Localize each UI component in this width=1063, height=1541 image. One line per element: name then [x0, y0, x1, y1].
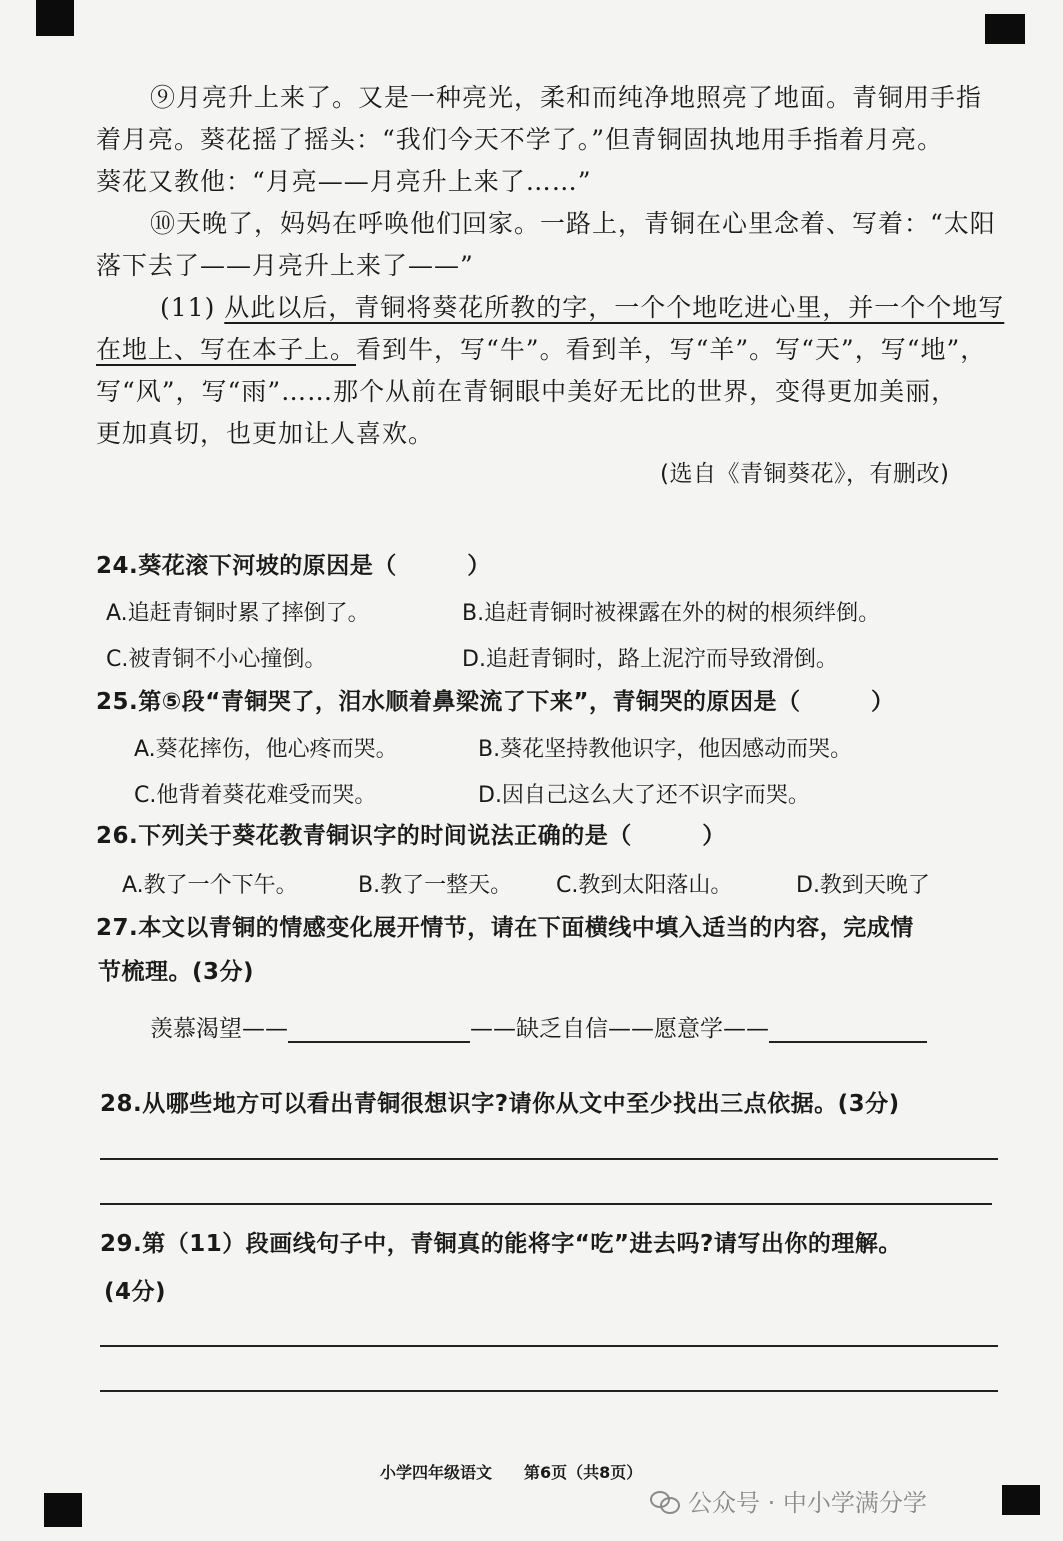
question-29-stem-line2: (4分)	[104, 1279, 167, 1305]
passage-p9-line2: 着月亮。葵花摇了摇头：“我们今天不学了。”但青铜固执地用手指着月亮。	[96, 125, 944, 154]
answer-blank-1[interactable]	[288, 1017, 470, 1043]
underlined-sentence-part1: 从此以后，青铜将葵花所教的字，一个个地吃进心里，并一个个地写	[224, 293, 1005, 322]
question-24-stem: 24.葵花滚下河坡的原因是（ ）	[96, 553, 491, 579]
question-28-stem: 28.从哪些地方可以看出青铜很想识字?请你从文中至少找出三点依据。(3分)	[100, 1091, 900, 1117]
registration-mark-top-right	[985, 14, 1025, 44]
passage-source: (选自《青铜葵花》，有删改)	[660, 461, 950, 487]
question-24-option-d[interactable]: D.追赶青铜时，路上泥泞而导致滑倒。	[462, 647, 838, 672]
passage-p10-line2: 落下去了——月亮升上来了——”	[96, 251, 474, 280]
registration-mark-bottom-right	[1002, 1485, 1040, 1515]
passage-p11-line3: 写“风”，写“雨”……那个从前在青铜眼中美好无比的世界，变得更加美丽，	[96, 377, 958, 406]
passage-p10-line1: ⑩天晚了，妈妈在呼唤他们回家。一路上，青铜在心里念着、写着：“太阳	[150, 209, 996, 238]
question-25-option-c[interactable]: C.他背着葵花难受而哭。	[134, 783, 377, 808]
wechat-icon	[650, 1489, 680, 1513]
question-24-option-c[interactable]: C.被青铜不小心撞倒。	[106, 647, 327, 672]
registration-mark-bottom-left	[44, 1493, 82, 1527]
question-24-option-b[interactable]: B.追赶青铜时被裸露在外的树的根须绊倒。	[462, 601, 881, 626]
answer-line-29-1[interactable]	[100, 1345, 998, 1347]
paragraph-number: (11)	[160, 293, 216, 322]
question-24-option-a[interactable]: A.追赶青铜时累了摔倒了。	[106, 601, 370, 626]
answer-line-28-1[interactable]	[100, 1158, 998, 1160]
page-footer: 小学四年级语文 第6页（共8页）	[380, 1463, 643, 1482]
question-25-option-a[interactable]: A.葵花摔伤，他心疼而哭。	[134, 737, 398, 762]
passage-p11-line2-rest: 看到牛，写“牛”。看到羊，写“羊”。写“天”，写“地”，	[356, 335, 987, 364]
chain-start: 羡慕渴望——	[150, 1016, 288, 1042]
question-25-option-d[interactable]: D.因自己这么大了还不识字而哭。	[478, 783, 810, 808]
underlined-sentence-part2: 在地上、写在本子上。	[96, 335, 357, 364]
question-26-option-c[interactable]: C.教到太阳落山。	[556, 873, 733, 898]
question-26-stem: 26.下列关于葵花教青铜识字的时间说法正确的是（ ）	[96, 823, 726, 849]
registration-mark-top-left	[36, 0, 74, 36]
watermark-text: 公众号 · 中小学满分学	[688, 1489, 927, 1517]
passage-p11-line1	[160, 290, 1004, 326]
passage-p11-line2	[96, 332, 986, 368]
watermark	[650, 1483, 927, 1518]
question-25-stem: 25.第⑤段“青铜哭了，泪水顺着鼻梁流了下来”，青铜哭的原因是（ ）	[96, 689, 895, 715]
passage-p9-line3: 葵花又教他：“月亮——月亮升上来了……”	[96, 167, 592, 196]
passage-p9-line1: ⑨月亮升上来了。又是一种亮光，柔和而纯净地照亮了地面。青铜用手指	[150, 83, 983, 112]
question-27-stem-line1: 27.本文以青铜的情感变化展开情节，请在下面横线中填入适当的内容，完成情	[96, 915, 914, 941]
chain-middle: ——缺乏自信——愿意学——	[470, 1016, 769, 1042]
question-29-stem-line1: 29.第（11）段画线句子中，青铜真的能将字“吃”进去吗?请写出你的理解。	[100, 1231, 902, 1257]
question-26-option-a[interactable]: A.教了一个下午。	[122, 873, 298, 898]
question-25-option-b[interactable]: B.葵花坚持教他识字，他因感动而哭。	[478, 737, 853, 762]
question-27-chain	[150, 1010, 927, 1043]
answer-line-28-2[interactable]	[100, 1203, 992, 1205]
question-26-option-d[interactable]: D.教到天晚了	[796, 873, 930, 898]
question-26-option-b[interactable]: B.教了一整天。	[358, 873, 513, 898]
answer-line-29-2[interactable]	[100, 1390, 998, 1392]
passage-p11-line4: 更加真切，也更加让人喜欢。	[96, 419, 435, 448]
answer-blank-2[interactable]	[769, 1017, 927, 1043]
question-27-stem-line2: 节梳理。(3分)	[98, 959, 255, 985]
